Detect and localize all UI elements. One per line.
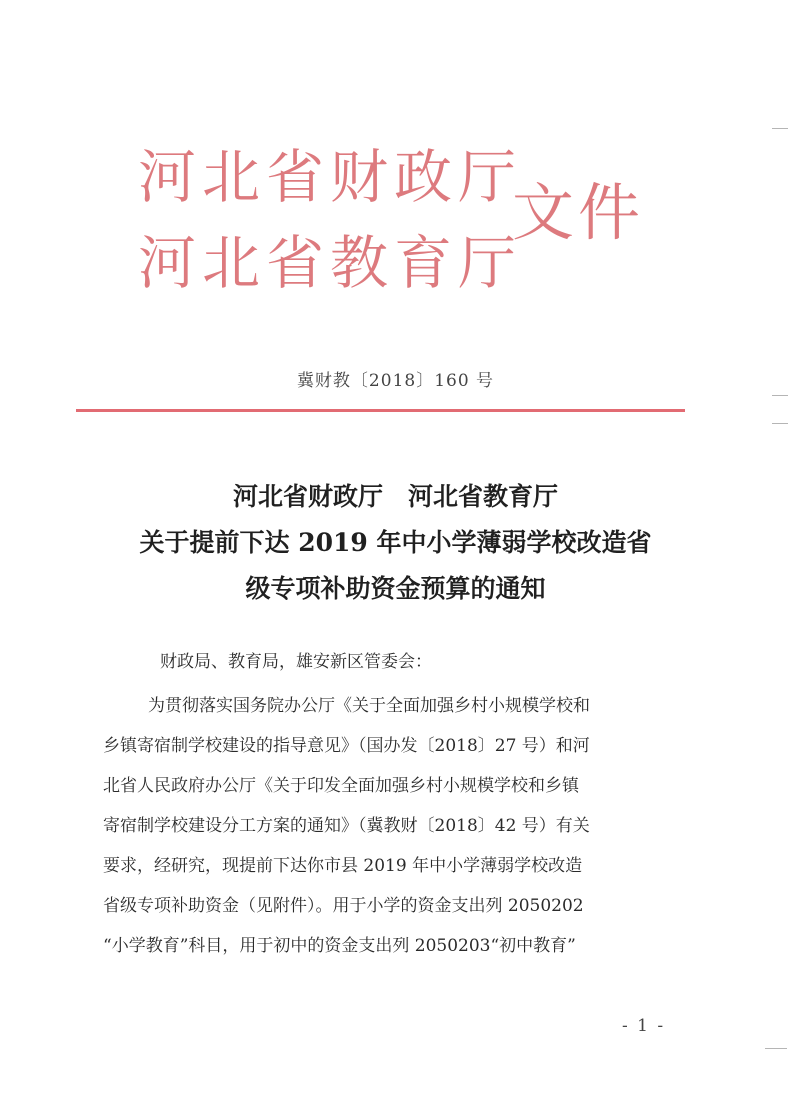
scan-mark xyxy=(772,395,788,396)
salutation: 财政局、教育局，雄安新区管委会： xyxy=(160,652,432,672)
body-line: 乡镇寄宿制学校建设的指导意见》（国办发〔2018〕27 号）和河 xyxy=(103,736,590,756)
letterhead-doc-label: 文件 xyxy=(512,176,645,249)
red-separator-line xyxy=(76,409,685,412)
body-line: 要求，经研究，现提前下达你市县 2019 年中小学薄弱学校改造 xyxy=(103,856,583,876)
letterhead-org-finance: 河北省财政厅 xyxy=(138,143,523,211)
letterhead-org-education: 河北省教育厅 xyxy=(138,229,523,297)
title-line-2: 关于提前下达 2019 年中小学薄弱学校改造省 xyxy=(139,528,652,557)
body-line: 省级专项补助资金（见附件）。用于小学的资金支出列 2050202 xyxy=(103,896,584,916)
scan-mark xyxy=(765,1048,787,1049)
scan-mark xyxy=(772,128,788,129)
body-line: 为贯彻落实国务院办公厅《关于全面加强乡村小规模学校和 xyxy=(148,696,590,716)
document-number: 冀财教〔2018〕160 号 xyxy=(296,371,495,391)
body-line: 寄宿制学校建设分工方案的通知》（冀教财〔2018〕42 号）有关 xyxy=(103,816,590,836)
title-line-3: 级专项补助资金预算的通知 xyxy=(245,574,546,603)
scan-mark xyxy=(772,423,788,424)
title-line-1: 河北省财政厅 河北省教育厅 xyxy=(232,482,558,511)
body-line: 北省人民政府办公厅《关于印发全面加强乡村小规模学校和乡镇 xyxy=(103,776,579,796)
page-number: - 1 - xyxy=(622,1016,666,1036)
body-line: “小学教育”科目，用于初中的资金支出列 2050203“初中教育” xyxy=(103,936,576,956)
